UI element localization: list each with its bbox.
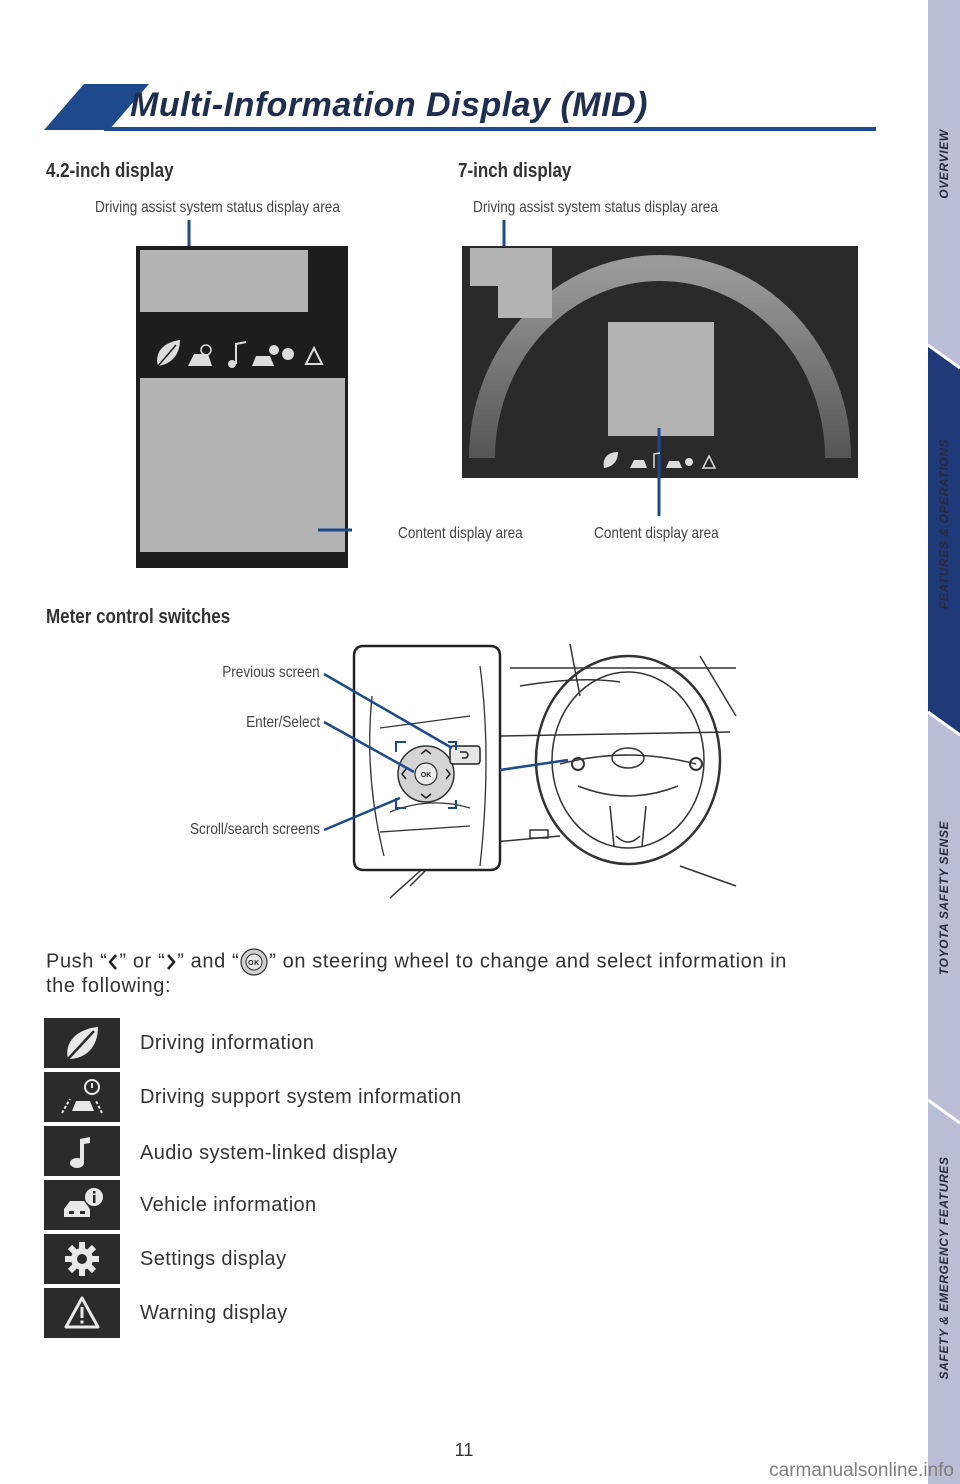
vehicle-info-icon — [44, 1180, 120, 1230]
ok-button-icon — [239, 947, 269, 977]
large-display-heading: 7-inch display — [458, 160, 572, 182]
previous-screen-callout: Previous screen — [222, 664, 320, 681]
instruction-line-2: the following: — [46, 975, 172, 997]
small-content-area-callout: Content display area — [398, 525, 523, 542]
instruction-line-1: Push “ ” or “ ” and “ OK ” on steering wheel to change and select information in — [46, 947, 787, 977]
chevron-left-icon — [107, 952, 119, 972]
leaf-icon — [44, 1018, 120, 1068]
menu-item-vehicle-information: Vehicle information — [140, 1194, 317, 1216]
warning-icon — [44, 1288, 120, 1338]
scroll-search-callout: Scroll/search screens — [189, 821, 320, 838]
page-title: Multi-Information Display (MID) — [130, 86, 648, 124]
sidebar-tab-features-operations[interactable]: FEATURES & OPERATIONS — [937, 438, 951, 610]
gear-icon — [44, 1234, 120, 1284]
menu-item-driving-support: Driving support system information — [140, 1086, 462, 1108]
small-content-callout-line — [318, 525, 352, 537]
sidebar-tab-toyota-safety-sense[interactable]: TOYOTA SAFETY SENSE — [937, 820, 951, 976]
meter-switches-heading: Meter control switches — [46, 606, 231, 628]
watermark: carmanualsonline.info — [769, 1460, 954, 1481]
switch-callout-lines — [320, 660, 460, 840]
large-display-illustration — [462, 218, 862, 518]
sidebar-tab-overview[interactable]: OVERVIEW — [937, 129, 951, 199]
sidebar-tab-safety-emergency[interactable]: SAFETY & EMERGENCY FEATURES — [937, 1156, 951, 1380]
ok-button-label: OK — [420, 772, 432, 779]
menu-item-warning-display: Warning display — [140, 1302, 288, 1324]
driving-support-icon — [44, 1072, 120, 1122]
small-status-area-callout: Driving assist system status display area — [95, 199, 340, 216]
music-note-icon — [44, 1126, 120, 1176]
page-number: 11 — [454, 1440, 474, 1460]
menu-item-audio-display: Audio system-linked display — [140, 1142, 398, 1164]
small-display-illustration — [136, 218, 354, 572]
small-display-heading: 4.2-inch display — [46, 160, 174, 182]
menu-item-settings-display: Settings display — [140, 1248, 287, 1270]
large-status-area-callout: Driving assist system status display area — [473, 199, 718, 216]
chevron-right-icon — [165, 952, 177, 972]
large-content-area-callout: Content display area — [594, 525, 719, 542]
enter-select-callout: Enter/Select — [245, 714, 320, 731]
svg-text:OK: OK — [248, 960, 261, 967]
menu-item-driving-information: Driving information — [140, 1032, 315, 1054]
